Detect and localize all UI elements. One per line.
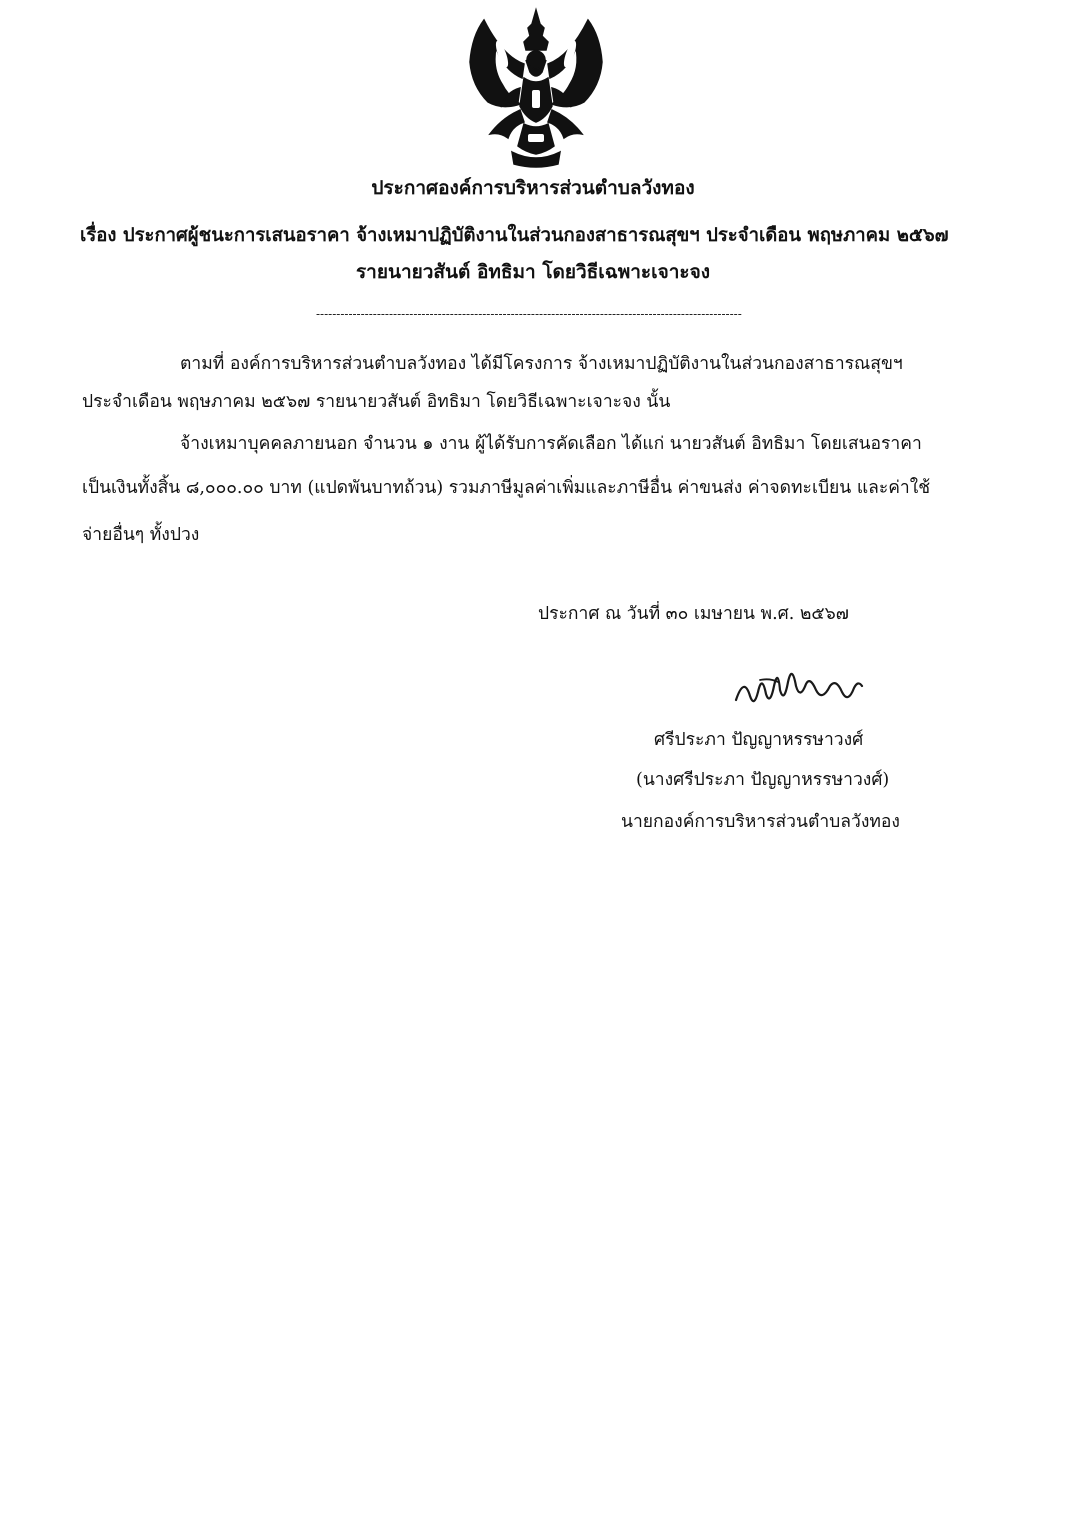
handwritten-signature-icon [730, 656, 870, 714]
announcement-contractor: รายนายวสันต์ อิทธิมา โดยวิธีเฉพาะเจาะจง [355, 261, 711, 283]
paragraph-1-line-2: ประจำเดือน พฤษภาคม ๒๕๖๗ รายนายวสันต์ อิทธิมา โดยวิธีเฉพาะเจาะจง นั้น [82, 392, 671, 412]
announcement-subject: เรื่อง ประกาศผู้ชนะการเสนอราคา จ้างเหมาปฏิบัติงานในส่วนกองสาธารณสุขฯ ประจำเดือน พฤษภาคม ๒๕๖๗ [80, 225, 949, 246]
announcement-heading: ประกาศองค์การบริหารส่วนตำบลวังทอง [371, 177, 695, 199]
paragraph-1-line-1: ตามที่ องค์การบริหารส่วนตำบลวังทอง ได้มีโครงการ จ้างเหมาปฏิบัติงานในส่วนกองสาธารณสุขฯ [180, 354, 903, 374]
paragraph-2-line-1: จ้างเหมาบุคคลภายนอก จำนวน ๑ งาน ผู้ได้รับการคัดเลือก ได้แก่ นายวสันต์ อิทธิมา โดยเสนอราคา [180, 434, 922, 454]
paragraph-2-line-2: เป็นเงินทั้งสิ้น ๘,๐๐๐.๐๐ บาท (แปดพันบาทถ้วน) รวมภาษีมูลค่าเพิ่มและภาษีอื่น ค่าขนส่ง ค่าจดทะเบียน และค่าใช้ [82, 478, 931, 498]
paragraph-2-line-3: จ่ายอื่นๆ ทั้งปวง [82, 525, 200, 545]
announcement-date: ประกาศ ณ วันที่ ๓๐ เมษายน พ.ศ. ๒๕๖๗ [538, 604, 849, 624]
garuda-emblem-icon [462, 6, 610, 172]
signatory-name: ศรีประภา ปัญญาหรรษาวงศ์ [654, 730, 864, 750]
dashed-divider: --------------------------------------------------------------------------------------------------------- [316, 307, 742, 321]
signatory-title: นายกองค์การบริหารส่วนตำบลวังทอง [621, 812, 900, 832]
signatory-full-name: (นางศรีประภา ปัญญาหรรษาวงศ์) [636, 770, 890, 790]
